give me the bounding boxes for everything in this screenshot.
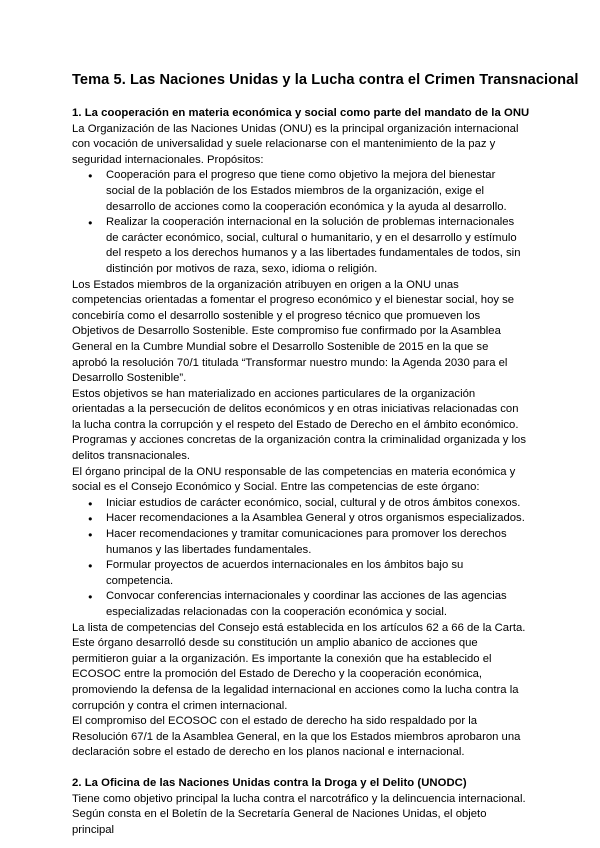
paragraph: Tiene como objetivo principal la lucha contra el narcotráfico y la delincuencia internacional. Según consta en el Boletín de la Secretaría General de Naciones Unidas, el objeto principal <box>72 792 526 836</box>
list-item: ● Realizar la cooperación internacional en la solución de problemas internacionales de carácter económico, social, cultural o humanitario, y en el desarrollo y estímulo del respeto a los derechos humanos y a las libertades fundamentales de todos, sin distinción por motivos de raza, sexo, idioma o religión. <box>106 215 526 277</box>
list-item: ● Hacer recomendaciones a la Asamblea General y otros organismos especializados. <box>106 511 526 527</box>
paragraph: Estos objetivos se han materializado en acciones particulares de la organización orientadas a la persecución de delitos económicos y en otras iniciativas relacionadas con la lucha contra la corrupción y el respeto del Estado de Derecho en el ámbito económico. Programas y acciones concretas de la organización contra la criminalidad organizada y los delitos transnacionales. <box>72 387 526 463</box>
list-item: ● Convocar conferencias internacionales y coordinar las acciones de las agencias especializadas relacionadas con la cooperación económica y social. <box>106 589 526 620</box>
page-title: Tema 5. Las Naciones Unidas y la Lucha contra el Crimen Transnacional <box>72 72 579 88</box>
competencies-list <box>72 496 526 621</box>
list-item: ● Formular proyectos de acuerdos internacionales en los ámbitos bajo su competencia. <box>106 558 526 589</box>
paragraph: Los Estados miembros de la organización atribuyen en origen a la ONU unas competencias orientadas a fomentar el progreso económico y el bienestar social, hoy se concebiría como el desarrollo sostenible y el progreso técnico que promueven los Objetivos de Desarrollo Sostenible. Este compromiso fue confirmado por la Asamblea General en la Cumbre Mundial sobre el Desarrollo Sostenible de 2015 en la que se aprobó la resolución 70/1 titulada “Transformar nuestro mundo: la Agenda 2030 para el Desarrollo Sostenible”. <box>72 278 515 385</box>
paragraph: La lista de competencias del Consejo está establecida en los artículos 62 a 66 de la Carta. Este órgano desarrolló desde su constitución un amplio abanico de acciones que permitieron guiar a la organización. Es importante la conexión que ha establecido el ECOSOC entre la promoción del Estado de Derecho y la cooperación económica, promoviendo la defensa de la legalidad internacional en acciones como la lucha contra la corrupción y contra el crimen internacional. <box>72 621 526 712</box>
section-1-intro: La Organización de las Naciones Unidas (ONU) es la principal organización internacional con vocación de universalidad y suele relacionarse con el mantenimiento de la paz y seguridad internacionales. Propósitos: <box>72 122 519 166</box>
section-2-heading: 2. La Oficina de las Naciones Unidas contra la Droga y el Delito (UNODC) <box>72 776 467 789</box>
list-item: ● Iniciar estudios de carácter económico, social, cultural y de otros ámbitos conexos. <box>106 496 526 512</box>
list-item: ● Cooperación para el progreso que tiene como objetivo la mejora del bienestar social de la población de los Estados miembros de la organización, exige el desarrollo de acciones como la cooperación económica y la ayuda al desarrollo. <box>106 168 526 215</box>
list-item: ● Hacer recomendaciones y tramitar comunicaciones para promover los derechos humanos y las libertades fundamentales. <box>106 527 526 558</box>
paragraph: El compromiso del ECOSOC con el estado de derecho ha sido respaldado por la Resolución 67/1 de la Asamblea General, en la que los Estados miembros aprobaron una declaración sobre el estado de derecho en los planos nacional e internacional. <box>72 715 521 759</box>
section-1-heading: 1. La cooperación en materia económica y social como parte del mandato de la ONU <box>72 107 530 119</box>
paragraph: El órgano principal de la ONU responsable de las competencias en materia económica y social es el Consejo Económico y Social. Entre las competencias de este órgano: <box>72 465 516 494</box>
purposes-list <box>72 168 526 277</box>
